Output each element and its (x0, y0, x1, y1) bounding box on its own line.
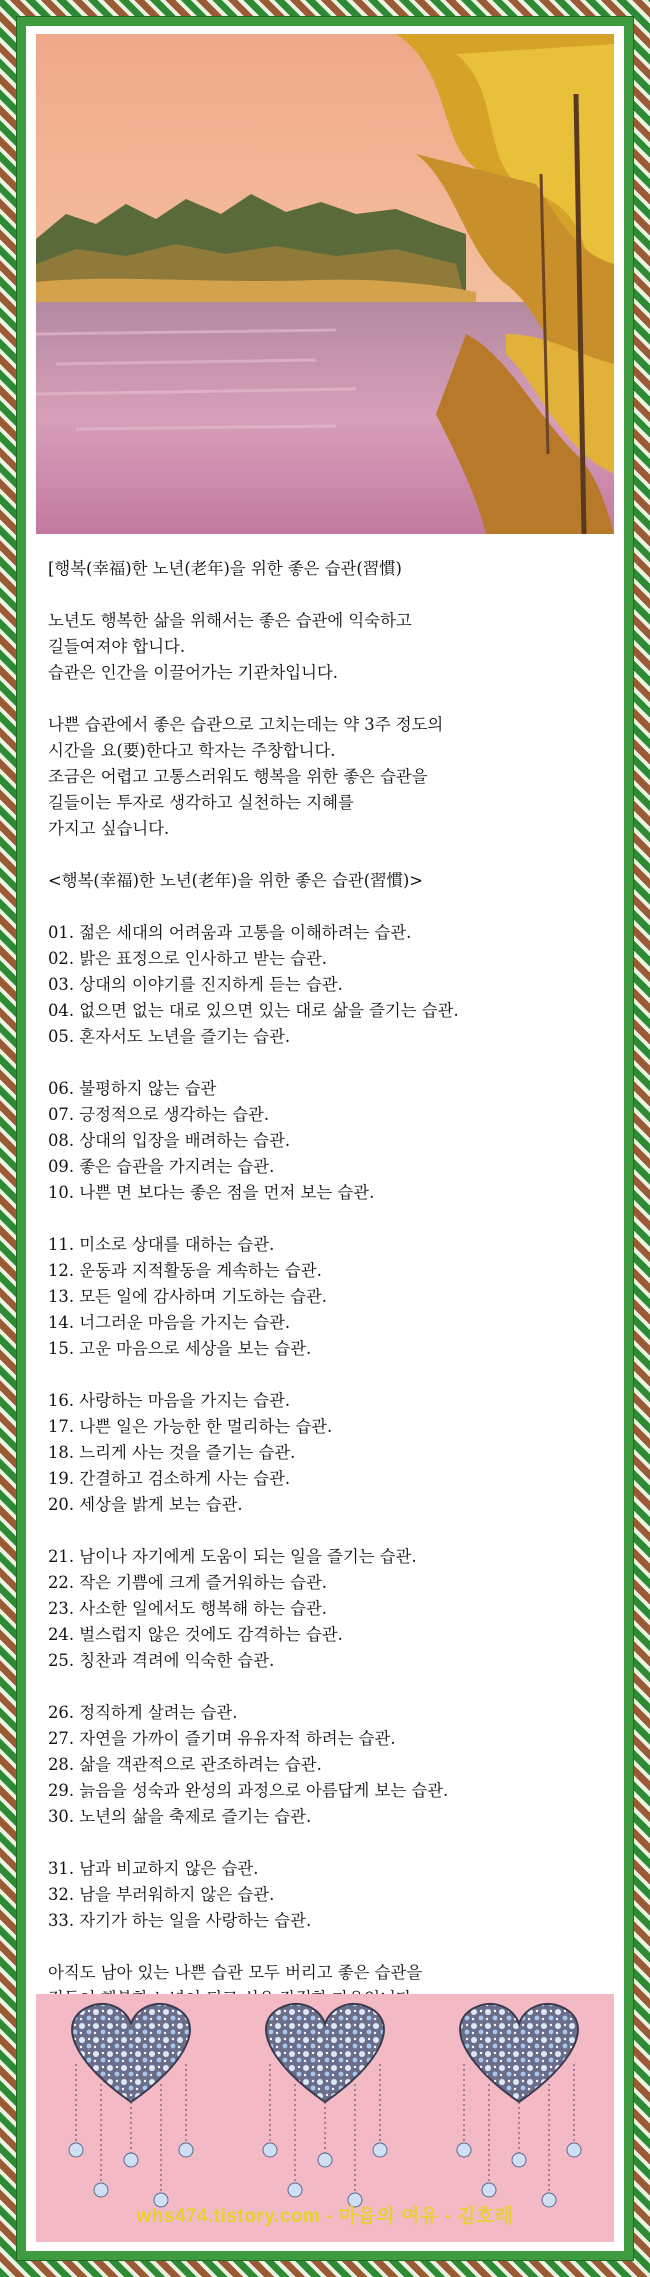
habit-item: 04. 없으면 없는 대로 있으면 있는 대로 삶을 즐기는 습관. (48, 1001, 459, 1020)
habit-item: 14. 너그러운 마음을 가지는 습관. (48, 1313, 291, 1332)
habit-item: 08. 상대의 입장을 배려하는 습관. (48, 1131, 291, 1150)
habit-item: 16. 사랑하는 마음을 가지는 습관. (48, 1391, 291, 1410)
habit-item: 24. 벌스럽지 않은 것에도 감격하는 습관. (48, 1625, 343, 1644)
habit-group-7 (48, 1856, 608, 1934)
habit-item: 31. 남과 비교하지 않은 습관. (48, 1859, 259, 1878)
habit-item: 20. 세상을 밝게 보는 습관. (48, 1495, 243, 1514)
habit-item: 25. 칭찬과 격려에 익숙한 습관. (48, 1651, 275, 1670)
habit-item: 12. 운동과 지적활동을 계속하는 습관. (48, 1261, 322, 1280)
habit-item: 33. 자기가 하는 일을 사랑하는 습관. (48, 1911, 312, 1930)
habit-item: 13. 모든 일에 감사하며 기도하는 습관. (48, 1287, 327, 1306)
habit-item: 10. 나쁜 면 보다는 좋은 점을 먼저 보는 습관. (48, 1183, 375, 1202)
hanging-gems (69, 2143, 581, 2207)
habit-item: 29. 늙음을 성숙과 완성의 과정으로 아름답게 보는 습관. (48, 1781, 449, 1800)
list-subtitle: <행복(幸福)한 노년(老年)을 위한 좋은 습관(習慣)> (48, 871, 424, 890)
text-line: 길들이는 투자로 생각하고 실천하는 지혜를 (48, 793, 354, 812)
habit-group-3 (48, 1232, 608, 1362)
habit-group-1 (48, 920, 608, 1050)
habit-item: 15. 고운 마음으로 세상을 보는 습관. (48, 1339, 312, 1358)
habit-group-6 (48, 1700, 608, 1830)
habit-item: 27. 자연을 가까이 즐기며 유유자적 하려는 습관. (48, 1729, 396, 1748)
text-line: 가지고 싶습니다. (48, 819, 170, 838)
heart-2 (266, 2004, 384, 2102)
habit-item: 21. 남이나 자기에게 도움이 되는 일을 즐기는 습관. (48, 1547, 417, 1566)
habit-group-4 (48, 1388, 608, 1518)
habit-item: 30. 노년의 삶을 축제로 즐기는 습관. (48, 1807, 312, 1826)
text-line: 습관은 인간을 이끌어가는 기관차입니다. (48, 663, 339, 682)
habit-item: 09. 좋은 습관을 가지려는 습관. (48, 1157, 275, 1176)
landscape-painting (36, 34, 614, 534)
intro-paragraph-2 (48, 712, 608, 842)
text-line: 조금은 어렵고 고통스러워도 행복을 위한 좋은 습관을 (48, 767, 428, 786)
habit-item: 23. 사소한 일에서도 행복해 하는 습관. (48, 1599, 327, 1618)
text-line: 노년도 행복한 삶을 위해서는 좋은 습관에 익숙하고 (48, 611, 412, 630)
habit-item: 17. 나쁜 일은 가능한 한 멀리하는 습관. (48, 1417, 333, 1436)
text-line: 나쁜 습관에서 좋은 습관으로 고치는데는 약 3주 정도의 (48, 715, 444, 734)
article-title: [행복(幸福)한 노년(老年)을 위한 좋은 습관(習慣) (48, 559, 402, 578)
habit-item: 22. 작은 기쁨에 크게 즐거워하는 습관. (48, 1573, 327, 1592)
heart-3 (460, 2004, 578, 2102)
article-body (48, 556, 608, 2090)
habit-item: 11. 미소로 상대를 대하는 습관. (48, 1235, 275, 1254)
text-line: 길들여져야 합니다. (48, 637, 186, 656)
habit-item: 03. 상대의 이야기를 진지하게 듣는 습관. (48, 975, 343, 994)
text-line: 시간을 요(要)한다고 학자는 주창합니다. (48, 741, 336, 760)
habit-group-5 (48, 1544, 608, 1674)
intro-paragraph-1 (48, 608, 608, 686)
habit-item: 02. 밝은 표정으로 인사하고 받는 습관. (48, 949, 327, 968)
habit-item: 07. 긍정적으로 생각하는 습관. (48, 1105, 270, 1124)
habit-item: 06. 불평하지 않는 습관 (48, 1079, 217, 1098)
lake-autumn-painting-image (36, 34, 614, 534)
habit-item: 01. 젊은 세대의 어려움과 고통을 이해하려는 습관. (48, 923, 412, 942)
text-line: 아직도 남아 있는 나쁜 습관 모두 버리고 좋은 습관을 (48, 1963, 423, 1982)
habit-item: 05. 혼자서도 노년을 즐기는 습관. (48, 1027, 291, 1046)
habit-item: 18. 느리게 사는 것을 즐기는 습관. (48, 1443, 296, 1462)
footer-banner (36, 1994, 614, 2242)
heart-1 (72, 2004, 190, 2102)
content-panel (26, 26, 624, 2251)
habit-item: 28. 삶을 객관적으로 관조하려는 습관. (48, 1755, 322, 1774)
habit-item: 32. 남을 부러워하지 않은 습관. (48, 1885, 275, 1904)
habit-item: 26. 정직하게 살려는 습관. (48, 1703, 238, 1722)
banner-caption: whs474.tistory.com - 마음의 여유 - 김호래 (136, 2206, 514, 2227)
habit-item: 19. 간결하고 검소하게 사는 습관. (48, 1469, 291, 1488)
habit-group-2 (48, 1076, 608, 1206)
